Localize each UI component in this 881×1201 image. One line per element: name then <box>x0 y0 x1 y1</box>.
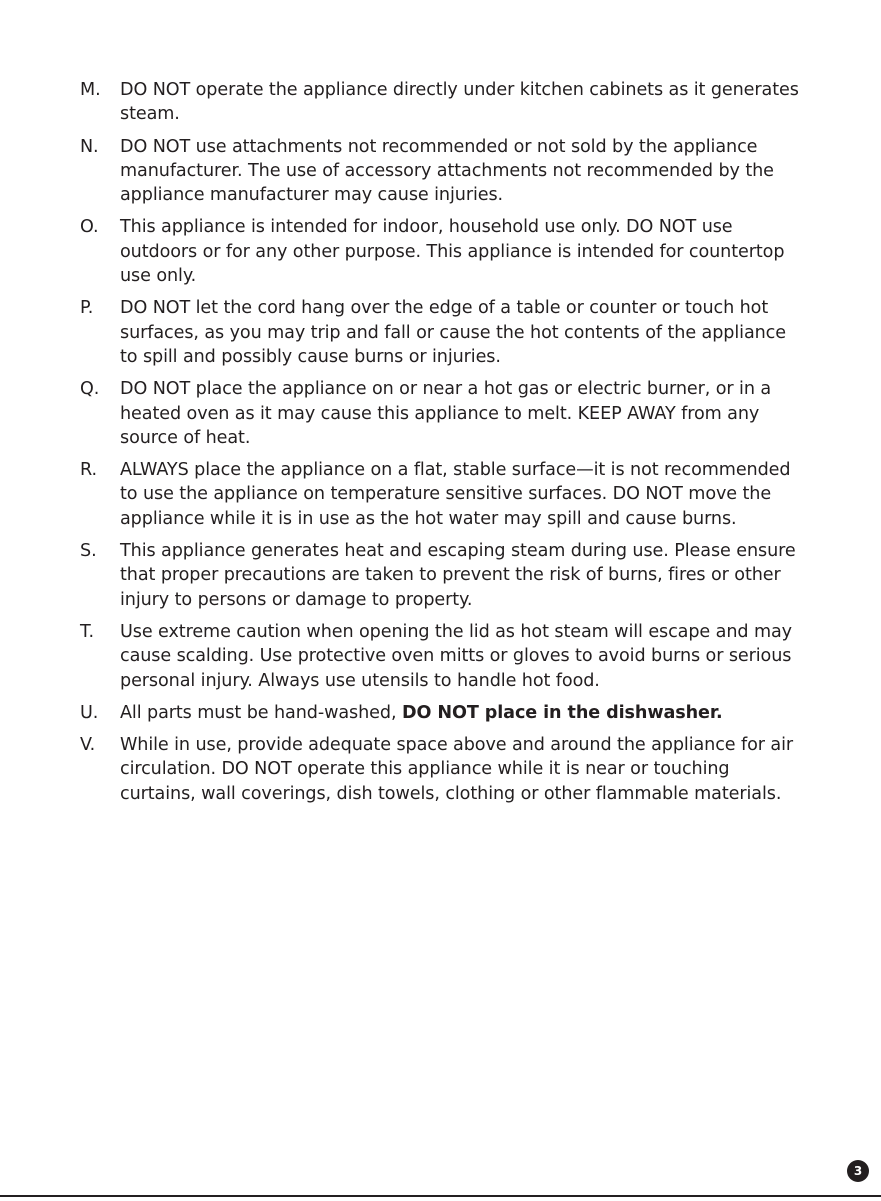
item-text: DO NOT let the cord hang over the edge of a table or counter or touch hot surfaces, as you may trip and fall or cause the hot contents of the appliance to spill and possibly cause burns or injuries. <box>120 298 786 367</box>
page-number-badge: 3 <box>847 1160 869 1182</box>
item-letter: S. <box>80 541 97 562</box>
item-letter: U. <box>80 702 99 723</box>
item-text: ALWAYS place the appliance on a flat, stable surface—it is not recommended to use the appliance on temperature sensitive surfaces. DO NOT move the appliance while it is in use as the hot water may spill and cause burns. <box>120 460 791 529</box>
list-item <box>80 377 800 450</box>
item-text: DO NOT place the appliance on or near a hot gas or electric burner, or in a heated oven as it may cause this appliance to melt. KEEP AWAY from any source of heat. <box>120 379 772 448</box>
list-item <box>80 620 800 693</box>
item-text <box>120 701 800 725</box>
item-letter: R. <box>80 460 97 481</box>
item-letter: Q. <box>80 379 100 400</box>
item-letter: O. <box>80 217 99 238</box>
item-letter: T. <box>80 621 95 642</box>
dishwasher-warning: DO NOT place in the dishwasher. <box>401 702 723 723</box>
item-letter: V. <box>80 735 96 756</box>
list-item <box>80 539 800 612</box>
list-item <box>80 458 800 531</box>
list-item <box>80 296 800 369</box>
item-letter: M. <box>80 80 101 100</box>
bottom-rule <box>0 1195 881 1197</box>
item-text: This appliance generates heat and escaping steam during use. Please ensure that proper precautions are taken to prevent the risk of burns, fires or other injury to persons or damage to property. <box>120 541 796 610</box>
item-letter: N. <box>80 136 99 157</box>
item-text: While in use, provide adequate space above and around the appliance for air circulation. DO NOT operate this appliance while it is near or touching curtains, wall coverings, dish towels, clothing or other flammable materials. <box>120 735 794 804</box>
list-item <box>80 215 800 288</box>
item-text-regular: All parts must be hand-washed, <box>120 702 402 723</box>
item-letter: P. <box>80 298 94 319</box>
safety-instructions-list <box>80 78 800 814</box>
list-item <box>80 78 800 127</box>
item-text: This appliance is intended for indoor, household use only. DO NOT use outdoors or for any other purpose. This appliance is intended for countertop use only. <box>120 217 785 287</box>
item-text: DO NOT operate the appliance directly under kitchen cabinets as it generates steam. <box>120 80 799 125</box>
item-text: DO NOT use attachments not recommended or not sold by the appliance manufacturer. The use of accessory attachments not recommended by the appliance manufacturer may cause injuries. <box>120 136 774 206</box>
list-item <box>80 733 800 806</box>
list-item <box>80 135 800 208</box>
item-text: Use extreme caution when opening the lid as hot steam will escape and may cause scalding. Use protective oven mitts or gloves to avoid burns or serious personal injury. Always use utensils to handle hot food. <box>120 621 792 691</box>
list-item <box>80 701 800 725</box>
